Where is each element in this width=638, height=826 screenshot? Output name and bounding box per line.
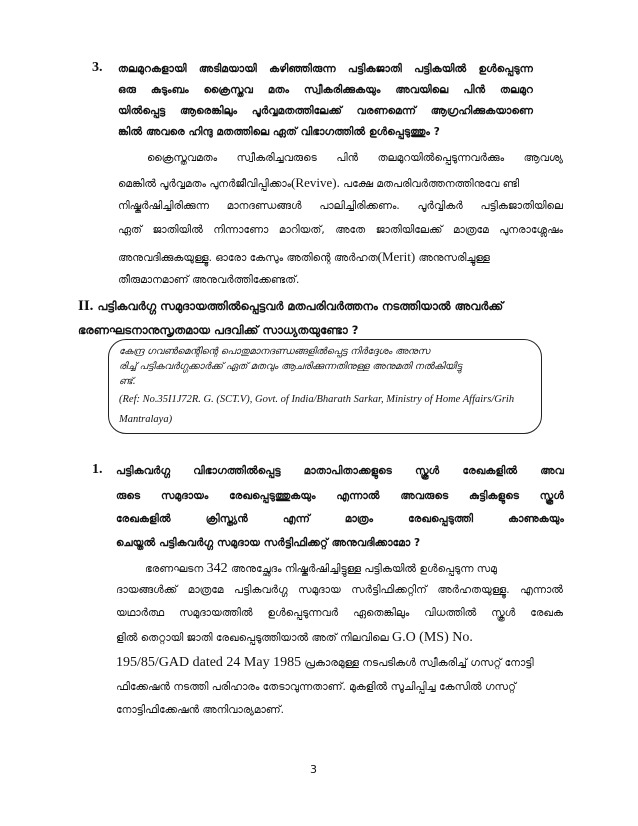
note-reference-line-1: (Ref: No.35I1J72R. G. (SCT.V), Govt. of India/Bharath Sarkar, Ministry of Home Affairs/Grih (119, 394, 515, 405)
answer-3-revive-term: (Revive). (291, 175, 340, 190)
note-line-2: രിച്ച് പട്ടികവർഗ്ഗക്കാർക്ക് ഏത് മതവും ആചരിക്കുന്നതിനുള്ള അനുമതി നൽകിയിട്ടു (119, 361, 462, 372)
question-3-line-3: യിൽപ്പെട്ട ആരെങ്കിലും പൂർവ്വമതത്തിലേക്ക് വരണമെന്ന് ആഗ്രഹിക്കുകയാണെ (118, 105, 533, 117)
question-1-number: 1. (92, 462, 103, 477)
question-1-line-1: പട്ടികവർഗ്ഗ വിഭാഗത്തിൽപ്പെട്ട മാതാപിതാക്കളുടെ സ്കൂൾ രേഖകളിൽ അവ (116, 465, 564, 477)
answer-1-line-4-text: ളിൽ തെറ്റായി ജാതി രേഖപ്പെടുത്തിയാൽ അത് നിലവിലെ (116, 632, 392, 644)
answer-1-line-6: ഫിക്കേഷൻ നടത്തി പരിഹാരം തേടാവുന്നതാണ്. മുകളിൽ സൂചിപ്പിച്ച കേസിൽ ഗസറ്റ് (116, 681, 516, 693)
answer-3-line-5 (118, 249, 563, 265)
answer-1-line-1 (145, 561, 563, 577)
answer-3-line-3: നിഷ്കർഷിച്ചിരിക്കുന്ന മാനദണ്ഡങ്ങൾ പാലിച്ചിരിക്കണം. പൂർവ്വികർ പട്ടികജാതിയിലെ (118, 200, 563, 212)
answer-3-line-2 (118, 175, 563, 191)
answer-3-line-4: ഏത് ജാതിയിൽ നിന്നാണോ മാറിയത്, അതേ ജാതിയിലേക്ക് മാത്രമേ പുനരാശ്ലേഷം (118, 224, 563, 236)
answer-3-line-5-text: അനുവദിക്കുകയുള്ളൂ. ഓരോ കേസും അതിന്റെ അർഹത (118, 252, 378, 264)
answer-3-line-2-rest: പക്ഷേ മതപരിവർത്തനത്തിനുവേ ണ്ടി (339, 178, 520, 190)
section-2-number: II. (78, 298, 94, 314)
answer-1-line-2: ദായങ്ങൾക്ക് മാത്രമേ പട്ടികവർഗ്ഗ സമുദായ സർട്ടിഫിക്കറ്റിന് അർഹതയുള്ളൂ. എന്നാൽ (116, 584, 563, 596)
answer-3-line-2-text: മെങ്കിൽ പൂർവ്വമതം പുനർജീവിപ്പിക്കാം (118, 178, 292, 190)
answer-1-line-5-rest: പ്രകാരമുള്ള നടപടികൾ സ്വീകരിച്ച് ഗസറ്റ് നോട്ടി (301, 657, 534, 669)
answer-3-line-6: തീരുമാനമാണ് അനുവർത്തിക്കേണ്ടത്. (118, 274, 300, 286)
note-reference-line-2: Mantralaya) (119, 414, 173, 425)
answer-1-line-1-rest: അനുച്ഛേദം നിഷ്കർഷിച്ചിട്ടുള്ള പട്ടികയിൽ ഉൾപ്പെടുന്ന സമു (227, 563, 497, 575)
question-3-line-4: ങ്കിൽ അവരെ ഹിന്ദു മതത്തിലെ ഏത് വിഭാഗത്തിൽ ഉൾപ്പെടുത്തും ? (118, 126, 440, 138)
note-line-1: കേന്ദ്ര ഗവൺമെന്റിന്റെ പൊതുമാനദണ്ഡങ്ങളിൽപ്പെട്ട നിർദ്ദേശം അനുസ (119, 346, 430, 357)
answer-3-merit-term: (Merit) (377, 249, 416, 264)
answer-1-line-7: നോട്ടിഫിക്കേഷൻ അനിവാര്യമാണ്. (116, 704, 284, 716)
question-3-line-1: തലമുറകളായി അടിമയായി കഴിഞ്ഞിരുന്ന പട്ടികജാതി പട്ടികയിൽ ഉൾപ്പെടുന്ന (118, 63, 533, 75)
question-1-line-3: രേഖകളിൽ ക്രിസ്ത്യൻ എന്ന് മാത്രം രേഖപ്പെടുത്തി കാണുകയും (116, 513, 564, 525)
answer-1-line-3: യഥാർത്ഥ സമുദായത്തിൽ ഉൾപ്പെടുന്നവർ ഏതെങ്കിലും വിധത്തിൽ സ്കൂൾ രേഖക (116, 607, 563, 619)
answer-3-line-1: ക്രൈസ്തവമതം സ്വീകരിച്ചവരുടെ പിൻ തലമുറയിൽപ്പെടുന്നവർക്കും ആവശ്യ (147, 152, 563, 164)
section-2-heading-line-1 (78, 298, 503, 315)
answer-1-article-number: 342 (206, 561, 228, 576)
answer-1-line-1-text: ഭരണഘടന (145, 563, 207, 575)
question-1-line-2: രുടെ സമുദായം രേഖപ്പെടുത്തുകയും എന്നാൽ അവരുടെ കുട്ടികളുടെ സ്കൂൾ (116, 490, 564, 502)
answer-1-go-date: 195/85/GAD dated 24 May 1985 (116, 655, 302, 670)
answer-3-line-5-rest: അനുസരിച്ചുള്ള (415, 252, 490, 264)
answer-1-go-reference: G.O (MS) No. (391, 630, 473, 645)
question-1-line-4: ചെയ്തൽ പട്ടികവർഗ്ഗ സമുദായ സർട്ടിഫിക്കറ്റ് അനുവദിക്കാമോ ? (116, 537, 421, 549)
page-number: 3 (310, 763, 317, 776)
section-2-heading-line-2: ഭരണഘടനാനുസൃതമായ പദവിക്ക് സാധ്യതയുണ്ടോ ? (78, 323, 359, 337)
section-2-title-1: പട്ടികവർഗ്ഗ സമുദായത്തിൽപ്പെട്ടവർ മതപരിവർത്തനം നടത്തിയാൽ അവർക്ക് (93, 299, 504, 313)
question-3-line-2: ഒരു കുടുംബം ക്രൈസ്തവ മതം സ്വീകരിക്കുകയും അവയിലെ പിൻ തലമുറ (118, 84, 533, 96)
question-3-number: 3. (92, 60, 103, 75)
answer-1-line-5 (116, 655, 534, 671)
answer-1-line-4 (116, 630, 563, 646)
note-line-3: ണ്ട്. (119, 376, 136, 387)
